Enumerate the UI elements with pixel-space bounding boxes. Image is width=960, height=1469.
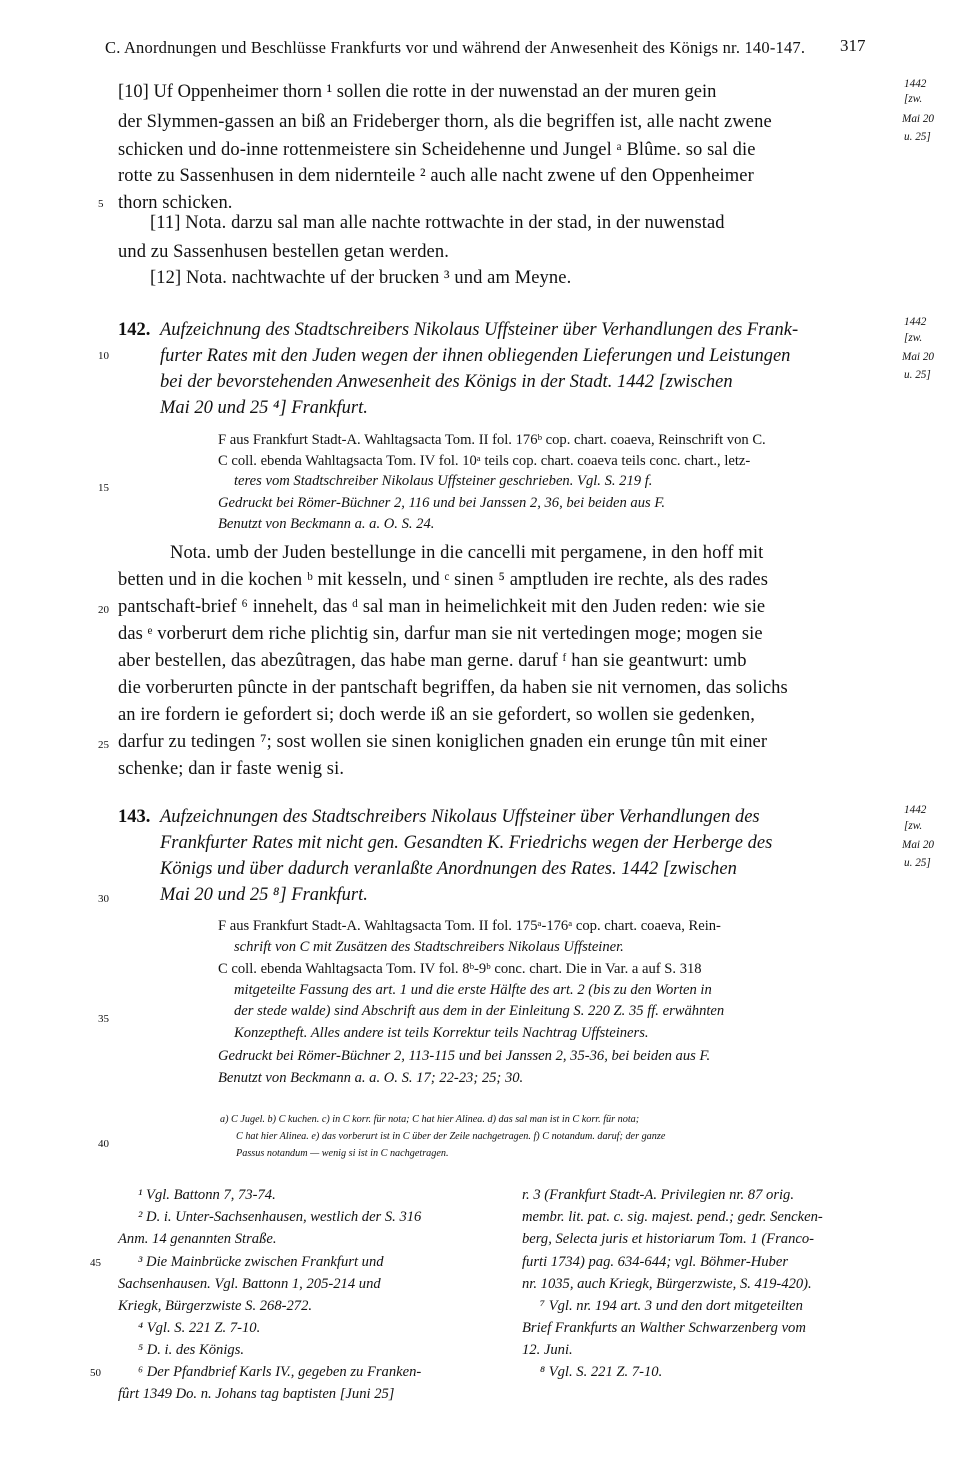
footnote-line: furti 1734) pag. 634-644; vgl. Böhmer-Huber bbox=[522, 1254, 789, 1270]
margin-date: u. 25] bbox=[904, 857, 931, 869]
margin-date: 1442 bbox=[904, 804, 927, 816]
line-number: 40 bbox=[98, 1138, 109, 1150]
source-line: schrift von C mit Zusätzen des Stadtschreibers Nikolaus Uffsteiner. bbox=[234, 939, 624, 955]
line-number: 25 bbox=[98, 739, 109, 751]
footnote-line: ² D. i. Unter-Sachsenhausen, westlich der S. 316 bbox=[138, 1209, 422, 1225]
footnote-line: membr. lit. pat. c. sig. majest. pend.; gedr. Sencken- bbox=[522, 1209, 823, 1225]
source-line: Gedruckt bei Römer-Büchner 2, 116 und bei Janssen 2, 36, bei beiden aus F. bbox=[218, 495, 666, 511]
line-number: 45 bbox=[90, 1257, 101, 1269]
running-header: C. Anordnungen und Beschlüsse Frankfurts vor und während der Anwesenheit des Königs nr. 140-147. bbox=[105, 38, 806, 57]
document-number: 142. bbox=[118, 320, 151, 340]
margin-date: Mai 20 bbox=[902, 839, 935, 851]
text-line: [10] Uf Oppenheimer thorn ¹ sollen die rotte in der nuwenstad an der muren gein bbox=[118, 82, 717, 102]
text-line: die vorberurten pûncte in der pantschaft begriffen, da haben sie nit vernomen, das solichs bbox=[118, 678, 788, 698]
text-line: das ᵉ vorberurt dem riche plichtig sin, darfur man sie nit vertedingen moge; mogen sie bbox=[118, 624, 763, 644]
source-line: teres vom Stadtschreiber Nikolaus Uffsteiner geschrieben. Vgl. S. 219 f. bbox=[234, 473, 653, 489]
text-line: an ire fordern ie gefordert si; doch werde iß an sie gefordert, so wollen sie gedenken, bbox=[118, 705, 755, 725]
footnote-line: ⁵ D. i. des Königs. bbox=[138, 1342, 245, 1358]
line-number: 10 bbox=[98, 350, 109, 362]
margin-date: [zw. bbox=[904, 820, 923, 832]
variant-line: C hat hier Alinea. e) das vorberurt ist in C über der Zeile nachgetragen. f) C notandum. daruf; der ganze bbox=[236, 1131, 666, 1142]
document-title-line: Königs und über dadurch veranlaßte Anordnungen des Rates. 1442 [zwischen bbox=[160, 859, 737, 879]
margin-date: [zw. bbox=[904, 93, 923, 105]
source-line: Konzeptheft. Alles andere ist teils Korrektur teils Nachtrag Uffsteiners. bbox=[234, 1025, 649, 1041]
text-line: betten und in die kochen ᵇ mit kesseln, und ᶜ sinen ⁵ amptluden ire rechte, als des rades bbox=[118, 570, 769, 590]
source-line: C coll. ebenda Wahltagsacta Tom. IV fol. 8ᵇ-9ᵇ conc. chart. Die in Var. a auf S. 318 bbox=[218, 961, 702, 977]
margin-date: [zw. bbox=[904, 332, 923, 344]
margin-date: u. 25] bbox=[904, 369, 931, 381]
footnote-line: ⁸ Vgl. S. 221 Z. 7-10. bbox=[540, 1364, 663, 1380]
document-title-line: Mai 20 und 25 ⁴] Frankfurt. bbox=[160, 398, 368, 418]
text-line: und zu Sassenhusen bestellen getan werden. bbox=[118, 242, 449, 262]
line-number: 5 bbox=[98, 198, 104, 210]
line-number: 50 bbox=[90, 1367, 101, 1379]
margin-date: u. 25] bbox=[904, 131, 931, 143]
line-number: 15 bbox=[98, 482, 109, 494]
document-title-line: Aufzeichnungen des Stadtschreibers Nikolaus Uffsteiner über Verhandlungen des bbox=[160, 807, 760, 827]
footnote-line: ⁷ Vgl. nr. 194 art. 3 und den dort mitgeteilten bbox=[540, 1298, 803, 1314]
text-line: darfur zu tedingen ⁷; sost wollen sie sinen koniglichen gnaden ein erunge tûn mit einer bbox=[118, 732, 768, 752]
text-line: rotte zu Sassenhusen in dem niderntеile ² auch alle nacht zwene uf den Oppenheimer bbox=[118, 166, 754, 186]
text-line: aber bestellen, das abezûtragen, das habe man gerne. daruf ᶠ han sie geantwurt: umb bbox=[118, 651, 747, 671]
text-line: der Slymmen-gassen an biß an Frideberger thorn, als die begriffen ist, alle nacht zwene bbox=[118, 112, 772, 132]
footnote-line: Kriegk, Bürgerzwiste S. 268-272. bbox=[118, 1298, 313, 1314]
footnote-line: ¹ Vgl. Battonn 7, 73-74. bbox=[138, 1187, 276, 1203]
footnote-line: ⁶ Der Pfandbrief Karls IV., gegeben zu Franken- bbox=[138, 1364, 422, 1380]
margin-date: Mai 20 bbox=[902, 351, 935, 363]
source-line: der stede walde) sind Abschrift aus dem in der Einleitung S. 220 Z. 35 ff. erwähnten bbox=[234, 1003, 725, 1019]
source-line: C coll. ebenda Wahltagsacta Tom. IV fol. 10ᵃ teils cop. chart. coaeva teils conc. chart., letz- bbox=[218, 453, 751, 469]
footnote-line: r. 3 (Frankfurt Stadt-A. Privilegien nr. 87 orig. bbox=[522, 1187, 794, 1203]
document-title-line: bei der bevorstehenden Anwesenheit des Königs in der Stadt. 1442 [zwischen bbox=[160, 372, 733, 392]
footnote-line: Sachsenhausen. Vgl. Battonn 1, 205-214 und bbox=[118, 1276, 381, 1292]
margin-date: 1442 bbox=[904, 316, 927, 328]
footnote-line: 12. Juni. bbox=[522, 1342, 573, 1358]
margin-date: 1442 bbox=[904, 78, 927, 90]
source-line: Benutzt von Beckmann a. a. O. S. 17; 22-23; 25; 30. bbox=[218, 1070, 524, 1086]
document-title-line: furter Rates mit den Juden wegen der ihnen obliegenden Lieferungen und Leistungen bbox=[160, 346, 791, 366]
line-number: 30 bbox=[98, 893, 109, 905]
source-line: F aus Frankfurt Stadt-A. Wahltagsacta Tom. II fol. 176ᵇ cop. chart. coaeva, Reinschrift von C. bbox=[218, 432, 766, 448]
document-number: 143. bbox=[118, 807, 151, 827]
text-line: thorn schicken. bbox=[118, 193, 233, 213]
line-number: 35 bbox=[98, 1013, 109, 1025]
source-line: mitgeteilte Fassung des art. 1 und die erste Hälfte des art. 2 (bis zu den Worten in bbox=[234, 982, 712, 998]
source-line: Gedruckt bei Römer-Büchner 2, 113-115 und bei Janssen 2, 35-36, bei beiden aus F. bbox=[218, 1048, 711, 1064]
footnote-line: fûrt 1349 Do. n. Johans tag baptisten [Juni 25] bbox=[118, 1386, 395, 1402]
footnote-line: ⁴ Vgl. S. 221 Z. 7-10. bbox=[138, 1320, 261, 1336]
document-title-line: Frankfurter Rates mit nicht gen. Gesandten K. Friedrichs wegen der Herberge des bbox=[160, 833, 773, 853]
text-line: schicken und do-inne rottenmeistere sin Scheidehenne und Jungel ᵃ Blûme. so sal die bbox=[118, 140, 756, 160]
margin-date: Mai 20 bbox=[902, 113, 935, 125]
footnote-line: berg, Selecta juris et historiarum Tom. 1 (Franco- bbox=[522, 1231, 814, 1247]
variant-line: Passus notandum — wenig si ist in C nachgetragen. bbox=[236, 1148, 449, 1159]
text-line: [12] Nota. nachtwachte uf der brucken ³ und am Meyne. bbox=[150, 268, 572, 288]
source-line: F aus Frankfurt Stadt-A. Wahltagsacta Tom. II fol. 175ᵃ-176ᵃ cop. chart. coaeva, Rein- bbox=[218, 918, 721, 934]
footnote-line: ³ Die Mainbrücke zwischen Frankfurt und bbox=[138, 1254, 384, 1270]
document-title-line: Mai 20 und 25 ⁸] Frankfurt. bbox=[160, 885, 368, 905]
footnote-line: nr. 1035, auch Kriegk, Bürgerzwiste, S. 419-420). bbox=[522, 1276, 812, 1292]
variant-line: a) C Jugel. b) C kuchen. c) in C korr. für nota; C hat hier Alinea. d) das sal man ist in C korr. für nota; bbox=[220, 1114, 640, 1125]
document-title-line: Aufzeichnung des Stadtschreibers Nikolaus Uffsteiner über Verhandlungen des Frank- bbox=[160, 320, 799, 340]
footnote-line: Anm. 14 genannten Straße. bbox=[118, 1231, 277, 1247]
line-number: 20 bbox=[98, 604, 109, 616]
text-line: [11] Nota. darzu sal man alle nachte rottwachte in der stad, in der nuwenstad bbox=[150, 213, 725, 233]
source-line: Benutzt von Beckmann a. a. O. S. 24. bbox=[218, 516, 435, 532]
text-line: pantschaft-brief ⁶ innehelt, das ᵈ sal man in heimelichkeit mit den Juden reden: wie sie bbox=[118, 597, 766, 617]
footnote-line: Brief Frankfurts an Walther Schwarzenberg vom bbox=[522, 1320, 806, 1336]
text-line: schenke; dan ir faste wenig si. bbox=[118, 759, 345, 779]
page-number: 317 bbox=[840, 36, 866, 55]
text-line: Nota. umb der Juden bestellunge in die cancelli mit pergamene, in den hoff mit bbox=[170, 543, 764, 563]
